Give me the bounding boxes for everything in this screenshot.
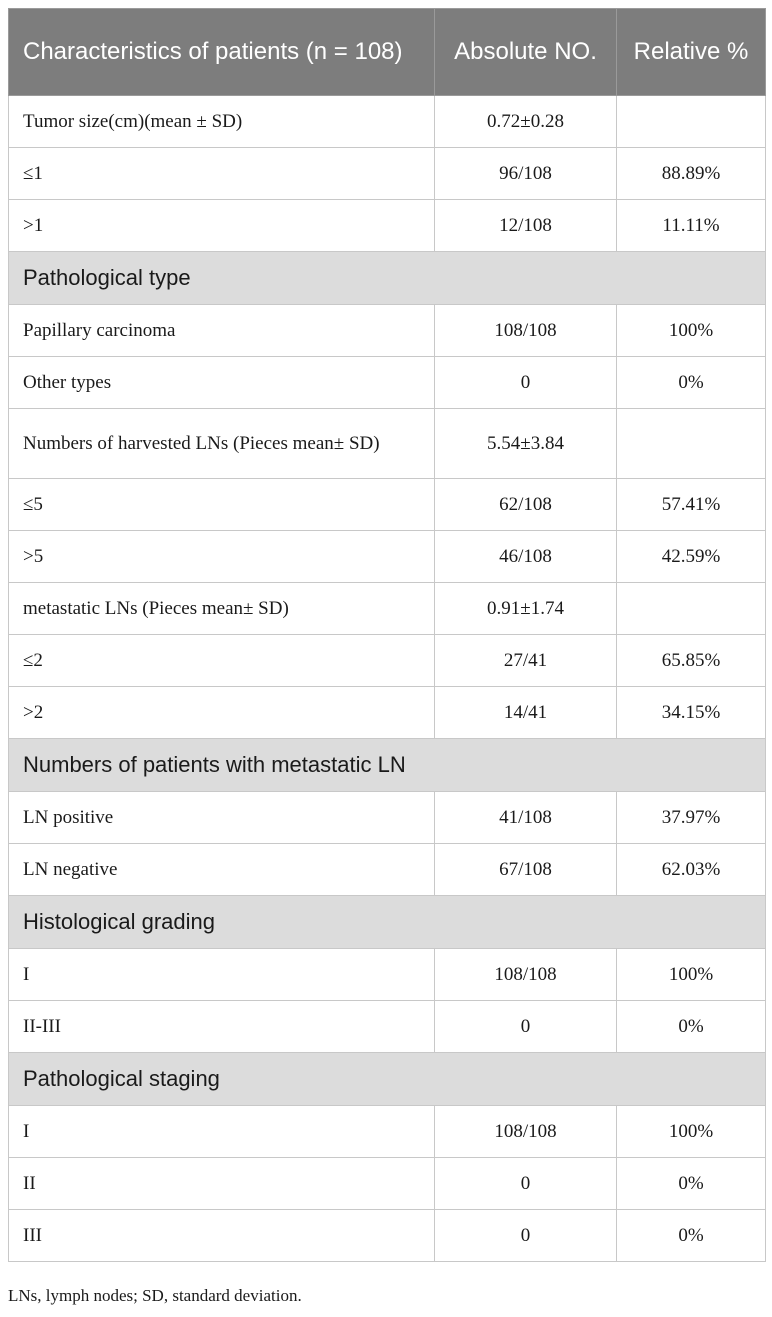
row-relative: 62.03% (617, 844, 766, 896)
row-relative: 0% (617, 1001, 766, 1053)
header-row (9, 9, 766, 96)
row-absolute: 46/108 (435, 531, 617, 583)
row-relative (617, 409, 766, 479)
row-absolute: 62/108 (435, 479, 617, 531)
row-label: LN negative (9, 844, 435, 896)
row-label: >2 (9, 687, 435, 739)
row-relative: 42.59% (617, 531, 766, 583)
section-row (9, 252, 766, 305)
row-relative: 100% (617, 305, 766, 357)
table-row (9, 1210, 766, 1262)
table-row (9, 1001, 766, 1053)
row-label: Other types (9, 357, 435, 409)
row-relative: 37.97% (617, 792, 766, 844)
row-absolute: 0 (435, 1001, 617, 1053)
table-row (9, 635, 766, 687)
row-absolute: 0.91±1.74 (435, 583, 617, 635)
table-body (9, 96, 766, 1262)
table-row (9, 479, 766, 531)
row-absolute: 14/41 (435, 687, 617, 739)
section-row (9, 1053, 766, 1106)
row-label: Papillary carcinoma (9, 305, 435, 357)
table-row (9, 583, 766, 635)
row-absolute: 12/108 (435, 200, 617, 252)
table-row (9, 148, 766, 200)
table-row (9, 305, 766, 357)
row-absolute: 0 (435, 1158, 617, 1210)
row-label: ≤5 (9, 479, 435, 531)
row-absolute: 5.54±3.84 (435, 409, 617, 479)
table-row (9, 409, 766, 479)
characteristics-table (8, 8, 766, 1262)
section-row (9, 739, 766, 792)
row-absolute: 0 (435, 357, 617, 409)
row-label: metastatic LNs (Pieces mean± SD) (9, 583, 435, 635)
row-label: III (9, 1210, 435, 1262)
row-relative: 0% (617, 357, 766, 409)
section-label: Pathological staging (9, 1053, 766, 1106)
row-relative: 57.41% (617, 479, 766, 531)
table-row (9, 531, 766, 583)
row-label: ≤2 (9, 635, 435, 687)
table-header (9, 9, 766, 96)
header-absolute-no: Absolute NO. (435, 9, 617, 96)
table-row (9, 1106, 766, 1158)
row-label: II (9, 1158, 435, 1210)
row-relative: 65.85% (617, 635, 766, 687)
table-row (9, 1158, 766, 1210)
section-label: Pathological type (9, 252, 766, 305)
row-absolute: 96/108 (435, 148, 617, 200)
row-relative: 100% (617, 1106, 766, 1158)
row-label: >1 (9, 200, 435, 252)
row-relative: 100% (617, 949, 766, 1001)
row-label: LN positive (9, 792, 435, 844)
header-relative-percent: Relative % (617, 9, 766, 96)
row-absolute: 41/108 (435, 792, 617, 844)
row-relative: 34.15% (617, 687, 766, 739)
row-relative (617, 96, 766, 148)
section-label: Numbers of patients with metastatic LN (9, 739, 766, 792)
row-absolute: 27/41 (435, 635, 617, 687)
table-row (9, 687, 766, 739)
row-absolute: 67/108 (435, 844, 617, 896)
row-absolute: 0 (435, 1210, 617, 1262)
section-label: Histological grading (9, 896, 766, 949)
row-absolute: 108/108 (435, 305, 617, 357)
row-relative: 0% (617, 1158, 766, 1210)
header-characteristics: Characteristics of patients (n = 108) (9, 9, 435, 96)
table-row (9, 792, 766, 844)
row-label: Tumor size(cm)(mean ± SD) (9, 96, 435, 148)
row-label: I (9, 1106, 435, 1158)
row-absolute: 108/108 (435, 1106, 617, 1158)
table-row (9, 357, 766, 409)
table-row (9, 949, 766, 1001)
row-label: Numbers of harvested LNs (Pieces mean± SD) (9, 409, 435, 479)
row-relative: 11.11% (617, 200, 766, 252)
row-relative (617, 583, 766, 635)
row-absolute: 108/108 (435, 949, 617, 1001)
table-row (9, 200, 766, 252)
row-relative: 88.89% (617, 148, 766, 200)
row-label: I (9, 949, 435, 1001)
table-row (9, 844, 766, 896)
table-row (9, 96, 766, 148)
row-relative: 0% (617, 1210, 766, 1262)
row-absolute: 0.72±0.28 (435, 96, 617, 148)
row-label: ≤1 (9, 148, 435, 200)
section-row (9, 896, 766, 949)
row-label: II-III (9, 1001, 435, 1053)
table-footnote: LNs, lymph nodes; SD, standard deviation. (8, 1286, 302, 1305)
row-label: >5 (9, 531, 435, 583)
